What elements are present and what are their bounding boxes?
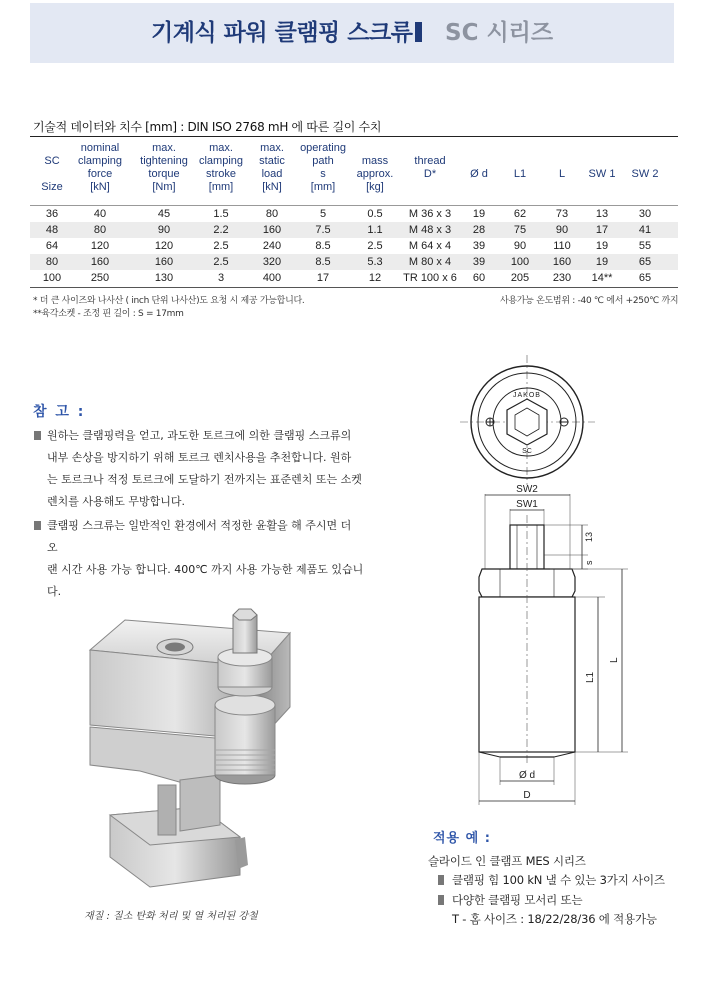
column-header-line: path bbox=[312, 155, 334, 167]
table-cell: 160 bbox=[552, 256, 572, 268]
column-header-line: SW 1 bbox=[588, 168, 616, 180]
column-header-line: mass bbox=[361, 155, 389, 167]
table-cell: 80 bbox=[45, 256, 59, 268]
column-header bbox=[295, 142, 351, 194]
column-header-line bbox=[461, 155, 497, 168]
column-header bbox=[70, 142, 130, 194]
column-header bbox=[544, 142, 580, 194]
column-header-line: max. bbox=[209, 142, 233, 154]
table-row bbox=[30, 222, 678, 238]
column-header-line: nominal bbox=[80, 142, 120, 154]
column-header bbox=[502, 142, 538, 194]
application-line-4: T - 홈 사이즈 : 18/22/28/36 에 적용가능 bbox=[452, 912, 657, 926]
column-header-line bbox=[398, 142, 462, 155]
table-cell: 12 bbox=[368, 272, 382, 284]
table-cell: 205 bbox=[510, 272, 530, 284]
temperature-range: 사용가능 온도범위 : -40 ℃ 에서 +250℃ 까지 bbox=[500, 296, 679, 306]
table-cell: 90 bbox=[513, 240, 527, 252]
application-line-2: 클램핑 힘 100 kN 낼 수 있는 3가지 사이즈 bbox=[452, 873, 665, 887]
column-header-line bbox=[502, 142, 538, 155]
application-title: 적용 예 : bbox=[433, 831, 491, 846]
column-header-line bbox=[582, 155, 622, 168]
column-header-line bbox=[625, 142, 665, 155]
table-cell: 39 bbox=[472, 240, 486, 252]
table-cell: 160 bbox=[262, 224, 282, 236]
column-header-line: static bbox=[259, 155, 285, 167]
column-header-line: load bbox=[261, 168, 283, 180]
application-line-1: 슬라이드 인 클램프 MES 시리즈 bbox=[428, 854, 586, 868]
column-header-line: approx. bbox=[356, 168, 394, 180]
table-cell: 250 bbox=[90, 272, 110, 284]
column-header-line: clamping bbox=[77, 155, 123, 167]
dim-l: L bbox=[609, 657, 620, 663]
table-cell: 100 bbox=[42, 272, 62, 284]
table-cell: 120 bbox=[154, 240, 174, 252]
column-header-line: D* bbox=[423, 168, 437, 180]
table-cell: 120 bbox=[90, 240, 110, 252]
table-cell: 2.5 bbox=[367, 240, 383, 252]
table-cell: 28 bbox=[472, 224, 486, 236]
column-header-line bbox=[582, 181, 622, 194]
table-cell: 3 bbox=[217, 272, 225, 284]
note-line: 는 토르크나 적정 토르크에 도달하기 전까지는 표준렌치 또는 소켓 bbox=[47, 473, 362, 486]
note-line: 렌치를 사용해도 무방합니다. bbox=[47, 495, 186, 508]
table-cell: 73 bbox=[555, 208, 569, 220]
table-cell: 45 bbox=[157, 208, 171, 220]
column-header-line: [kN] bbox=[90, 181, 110, 193]
dim-sw1: SW1 bbox=[516, 499, 538, 510]
table-cell: 17 bbox=[316, 272, 330, 284]
column-header bbox=[461, 142, 497, 194]
model-label: SC bbox=[522, 448, 532, 455]
column-header-line: L1 bbox=[513, 168, 527, 180]
table-cell: M 64 x 4 bbox=[408, 240, 452, 252]
photo-caption: 재질 : 질소 탄화 처리 및 열 처리된 강철 bbox=[84, 911, 258, 922]
table-cell: 160 bbox=[154, 256, 174, 268]
column-header-line: [Nm] bbox=[152, 181, 176, 193]
column-header-line bbox=[582, 142, 622, 155]
column-header-line bbox=[461, 142, 497, 155]
bullet-marker bbox=[438, 875, 444, 885]
table-cell: 13 bbox=[595, 208, 609, 220]
table-cell: 240 bbox=[262, 240, 282, 252]
bullet-marker bbox=[34, 431, 41, 440]
table-cell: 320 bbox=[262, 256, 282, 268]
dim-d: D bbox=[523, 790, 531, 801]
column-header-line: force bbox=[87, 168, 113, 180]
column-header-line bbox=[625, 181, 665, 194]
table-cell: 110 bbox=[553, 240, 571, 252]
product-photo bbox=[80, 575, 310, 900]
column-header bbox=[398, 142, 462, 194]
note-line: 클램핑 스크류는 일반적인 환경에서 적정한 윤활을 해 주시면 더 오 bbox=[47, 519, 352, 554]
column-header-line: SC bbox=[44, 155, 60, 167]
header-banner bbox=[30, 3, 674, 63]
column-header-line: [mm] bbox=[208, 181, 234, 193]
column-header-line bbox=[544, 142, 580, 155]
table-cell: 2.5 bbox=[213, 240, 229, 252]
column-header-line bbox=[625, 155, 665, 168]
table-cell: 19 bbox=[595, 240, 609, 252]
column-header bbox=[582, 142, 622, 194]
column-header-line: torque bbox=[148, 168, 180, 180]
column-header-line bbox=[32, 142, 72, 155]
table-cell: 160 bbox=[90, 256, 110, 268]
table-cell: M 80 x 4 bbox=[408, 256, 452, 268]
table-cell: 80 bbox=[265, 208, 279, 220]
table-cell: 60 bbox=[472, 272, 486, 284]
table-cell: 1.5 bbox=[213, 208, 229, 220]
note-line: 내부 손상을 방지하기 위해 토르크 렌치사용을 추천합니다. 원하 bbox=[47, 451, 352, 464]
table-cell: 90 bbox=[157, 224, 171, 236]
column-header-line: [kN] bbox=[262, 181, 282, 193]
column-header-line: [kg] bbox=[366, 181, 384, 193]
brand-label: JAKOB bbox=[513, 392, 541, 399]
column-header-line bbox=[544, 181, 580, 194]
footnote-thread: * 더 큰 사이즈와 나사산 ( inch 단위 나사산)도 요청 시 제공 가능합니다. bbox=[33, 296, 305, 306]
table-cell: 19 bbox=[595, 256, 609, 268]
table-cell: 41 bbox=[638, 224, 652, 236]
table-cell: 30 bbox=[638, 208, 652, 220]
column-header-line: Size bbox=[41, 181, 63, 193]
column-header-line bbox=[347, 142, 403, 155]
footnote-hex: **육각소켓 - 조정 핀 길이 : S = 17mm bbox=[33, 309, 184, 319]
reference-note-1 bbox=[34, 425, 364, 513]
column-header-line: operating bbox=[300, 142, 346, 154]
column-header bbox=[32, 142, 72, 194]
spec-caption: 기술적 데이터와 치수 [mm] : DIN ISO 2768 mH 에 따른 길이 수치 bbox=[33, 120, 382, 134]
column-header-line: max. bbox=[260, 142, 284, 154]
dim-s: s bbox=[584, 560, 594, 565]
title-separator bbox=[415, 22, 422, 42]
column-header-line: Ø d bbox=[470, 168, 488, 180]
table-cell: 65 bbox=[638, 272, 652, 284]
bullet-marker bbox=[34, 521, 41, 530]
column-header-line: stroke bbox=[206, 168, 236, 180]
table-cell: 36 bbox=[45, 208, 59, 220]
table-cell: 64 bbox=[45, 240, 59, 252]
note-line: 다. bbox=[47, 585, 62, 598]
table-cell: 0.5 bbox=[367, 208, 383, 220]
reference-title: 참 고 : bbox=[33, 404, 86, 420]
table-cell: 39 bbox=[472, 256, 486, 268]
note-line: 원하는 클램핑력을 얻고, 과도한 토르크에 의한 클램핑 스크류의 bbox=[47, 429, 352, 442]
dim-l1: L1 bbox=[585, 671, 596, 683]
column-header-line bbox=[461, 181, 497, 194]
page-title: 기계식 파워 클램핑 스크류 bbox=[151, 20, 413, 46]
note-line: 랜 시간 사용 가능 합니다. 400℃ 까지 사용 가능한 제품도 있습니 bbox=[47, 563, 364, 576]
table-cell: 65 bbox=[638, 256, 652, 268]
column-header-line: SW 2 bbox=[631, 168, 659, 180]
table-cell: 400 bbox=[262, 272, 282, 284]
table-cell: 14** bbox=[591, 272, 613, 284]
table-cell: 8.5 bbox=[315, 240, 331, 252]
dim-od: Ø d bbox=[518, 770, 536, 781]
table-cell: 2.2 bbox=[213, 224, 229, 236]
column-header-line: max. bbox=[152, 142, 176, 154]
table-cell: 19 bbox=[472, 208, 486, 220]
column-header-line: tightening bbox=[140, 155, 188, 167]
table-cell: 90 bbox=[555, 224, 569, 236]
table-cell: 8.5 bbox=[315, 256, 331, 268]
column-header bbox=[625, 142, 665, 194]
column-header-line bbox=[502, 181, 538, 194]
table-cell: 2.5 bbox=[213, 256, 229, 268]
table-cell: 17 bbox=[595, 224, 609, 236]
column-header-line: L bbox=[558, 168, 566, 180]
table-cell: 130 bbox=[154, 272, 174, 284]
table-row bbox=[30, 206, 678, 222]
table-cell: 5 bbox=[319, 208, 327, 220]
column-header-line: [mm] bbox=[310, 181, 336, 193]
table-cell: M 36 x 3 bbox=[408, 208, 452, 220]
column-header-line: thread bbox=[414, 155, 446, 167]
column-header bbox=[133, 142, 195, 194]
table-bottom-rule bbox=[30, 287, 678, 288]
table-cell: 100 bbox=[510, 256, 530, 268]
table-top-rule bbox=[30, 136, 678, 137]
table-cell: 1.1 bbox=[367, 224, 383, 236]
table-cell: 80 bbox=[93, 224, 107, 236]
table-cell: 40 bbox=[93, 208, 107, 220]
bullet-marker bbox=[438, 895, 444, 905]
application-line-3: 다양한 클램핑 모서리 또는 bbox=[452, 893, 583, 907]
table-row bbox=[30, 238, 678, 254]
column-header bbox=[248, 142, 296, 194]
column-header-line bbox=[502, 155, 538, 168]
table-row bbox=[30, 254, 678, 270]
column-header bbox=[347, 142, 403, 194]
table-cell: M 48 x 3 bbox=[408, 224, 452, 236]
table-cell: 75 bbox=[513, 224, 527, 236]
column-header bbox=[193, 142, 249, 194]
column-header-line: clamping bbox=[198, 155, 244, 167]
dim-sw2: SW2 bbox=[516, 484, 538, 495]
column-header-line bbox=[398, 181, 462, 194]
table-cell: 62 bbox=[513, 208, 527, 220]
table-cell: 55 bbox=[638, 240, 652, 252]
table-row bbox=[30, 270, 678, 286]
dim-13: 13 bbox=[584, 531, 594, 542]
table-cell: 5.3 bbox=[367, 256, 383, 268]
table-cell: TR 100 x 6 bbox=[403, 272, 457, 284]
series-name: SC 시리즈 bbox=[445, 20, 554, 46]
technical-drawing bbox=[460, 355, 640, 810]
table-cell: 7.5 bbox=[315, 224, 331, 236]
column-header-line bbox=[544, 155, 580, 168]
column-header-line: s bbox=[320, 168, 326, 180]
table-cell: 230 bbox=[552, 272, 572, 284]
column-header-line bbox=[32, 168, 72, 181]
table-cell: 48 bbox=[45, 224, 59, 236]
